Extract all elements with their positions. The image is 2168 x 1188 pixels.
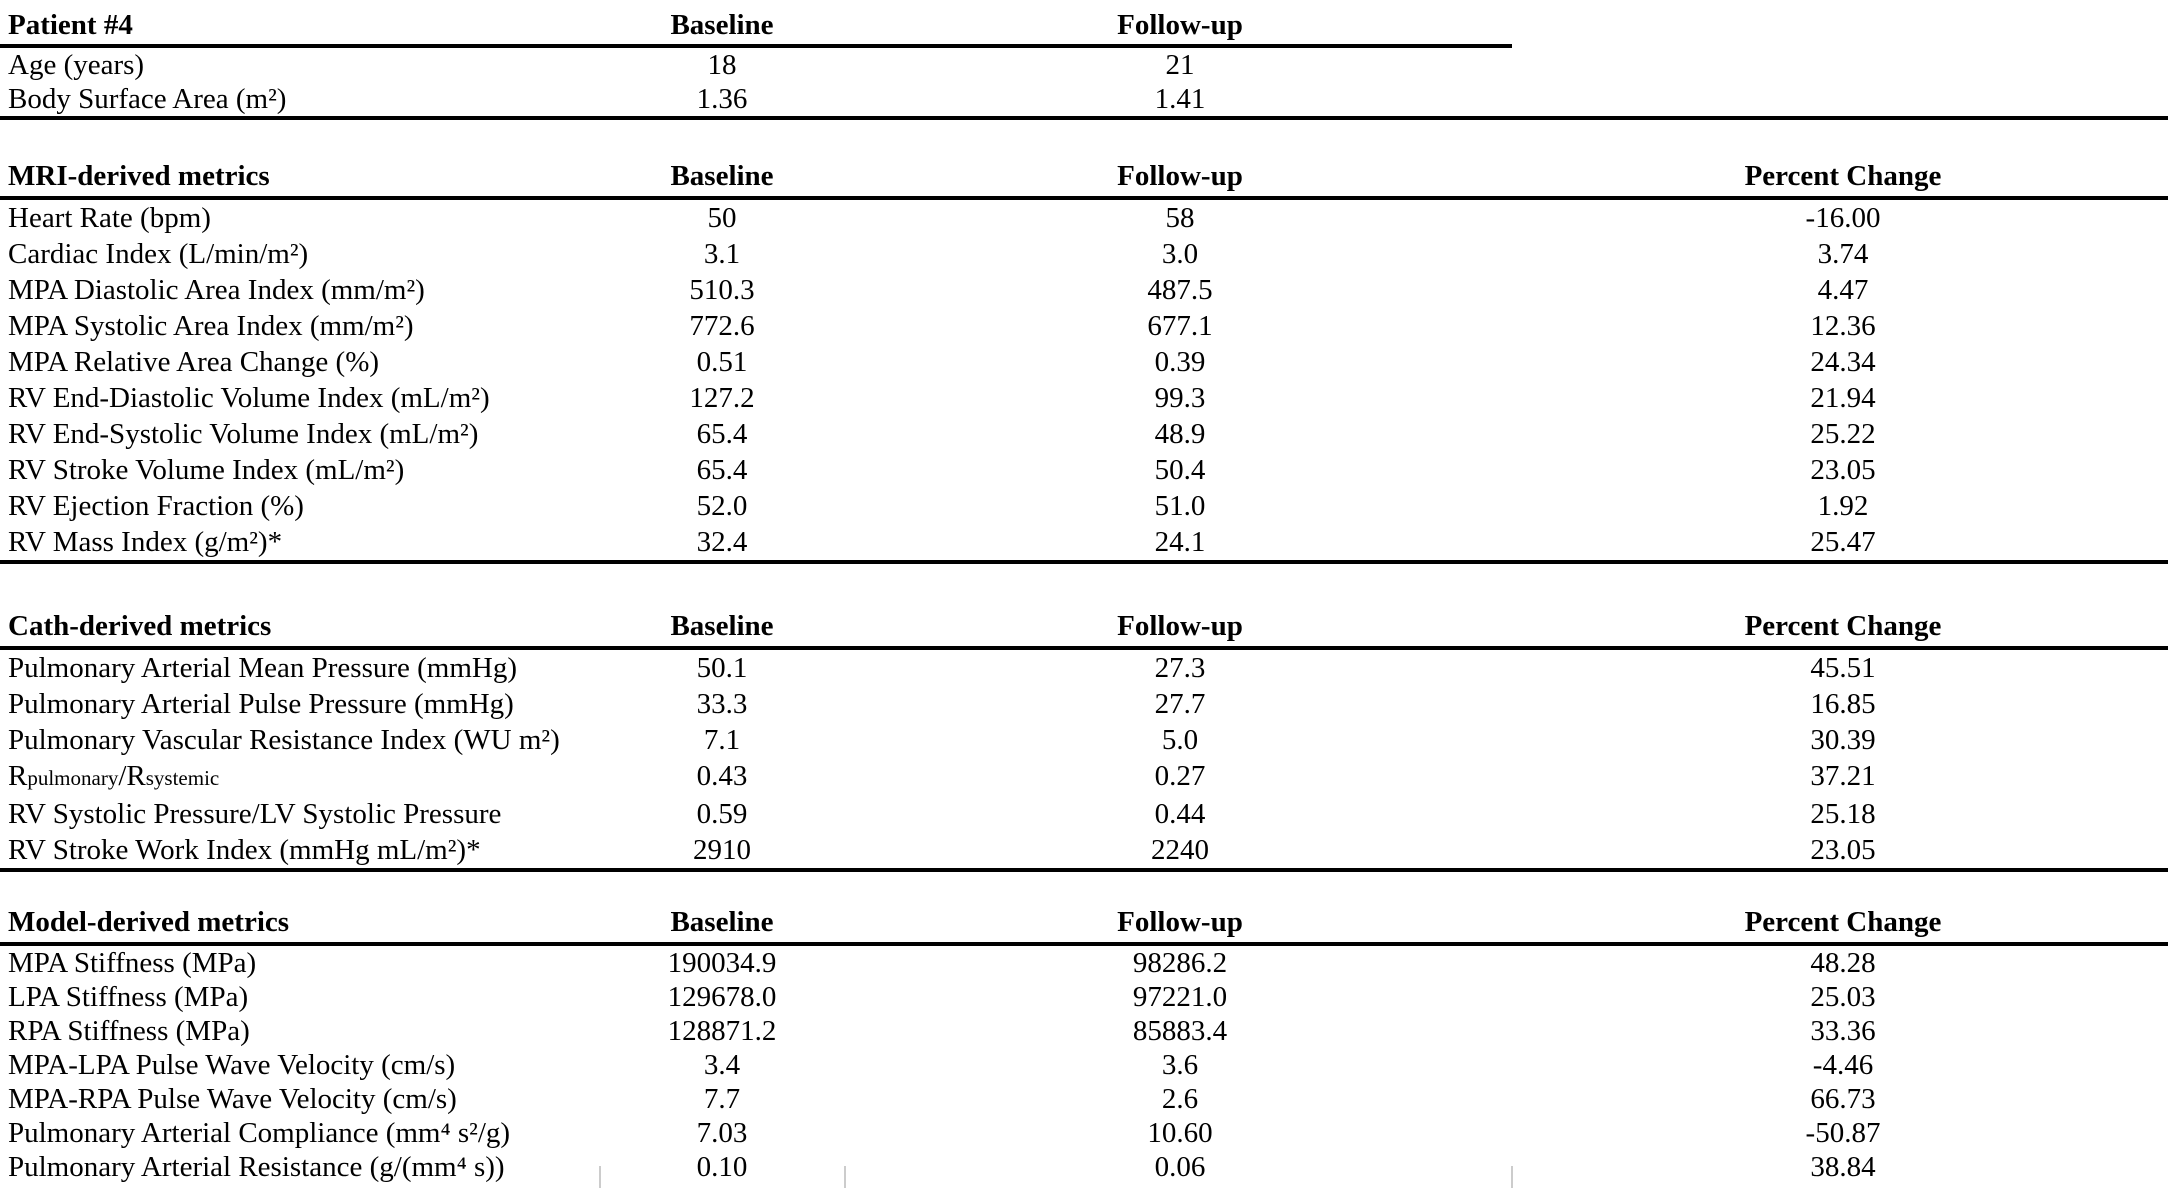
table-row [0,380,2168,416]
percent-change-value: -4.46 [1812,1049,1874,1081]
column-header-percent-change: Percent Change [1744,160,1942,192]
followup-value: 27.7 [1154,688,1206,720]
followup-value: 3.6 [1161,1049,1199,1081]
baseline-value: 65.4 [696,454,748,486]
metric-label: Body Surface Area (m²) [8,83,287,115]
baseline-value: 7.03 [696,1117,748,1149]
metric-label: Pulmonary Vascular Resistance Index (WU m²) [8,724,560,756]
table-header-row [0,6,2168,44]
percent-change-value: 12.36 [1810,310,1876,342]
table-row [0,1014,2168,1048]
followup-value: 50.4 [1154,454,1206,486]
table-bottom-rule [0,868,2168,872]
metric-label: RPA Stiffness (MPa) [8,1015,250,1047]
metric-label: RV Stroke Work Index (mmHg mL/m²)* [8,834,481,866]
table-row [0,344,2168,380]
ratio-separator: / [118,760,127,792]
percent-change-value: 24.34 [1810,346,1876,378]
table-gridline-tick [1511,1166,1513,1188]
table-row [0,1116,2168,1150]
table-row [0,1082,2168,1116]
table-row [0,416,2168,452]
followup-value: 0.27 [1154,760,1206,792]
document-tables [0,6,2168,1184]
metric-label: RV Ejection Fraction (%) [8,490,304,522]
ratio-base: R [126,760,146,792]
table-row [0,48,2168,82]
followup-value: 10.60 [1147,1117,1213,1149]
followup-value: 99.3 [1154,382,1206,414]
table-gridline-tick [599,1166,601,1188]
metric-label: LPA Stiffness (MPa) [8,981,249,1013]
column-header-baseline: Baseline [670,160,774,192]
column-header-baseline: Baseline [670,610,774,642]
metric-label: RV Systolic Pressure/LV Systolic Pressure [8,798,502,830]
baseline-value: 772.6 [689,310,755,342]
column-header-follow-up: Follow-up [1117,610,1243,642]
metric-label: Heart Rate (bpm) [8,202,211,234]
table-row [0,524,2168,560]
percent-change-value: 25.03 [1810,981,1876,1013]
table-row [0,82,2168,116]
percent-change-value: 33.36 [1810,1015,1876,1047]
table-bottom-rule [0,560,2168,564]
baseline-value: 32.4 [696,526,748,558]
percent-change-value: 38.84 [1810,1151,1876,1183]
table-row [0,1048,2168,1082]
table-section-mri [0,156,2168,564]
followup-value: 2240 [1151,834,1209,866]
baseline-value: 3.4 [703,1049,741,1081]
table-row [0,200,2168,236]
metric-label: Pulmonary Arterial Pulse Pressure (mmHg) [8,688,514,720]
followup-value: 487.5 [1147,274,1213,306]
section-title: Patient #4 [8,9,133,41]
metric-label: Pulmonary Arterial Compliance (mm⁴ s²/g) [8,1117,511,1149]
percent-change-value: 48.28 [1810,947,1876,979]
percent-change-value: 1.92 [1817,490,1869,522]
baseline-value: 7.1 [703,724,741,756]
baseline-value: 190034.9 [667,947,777,979]
percent-change-value: 25.47 [1810,526,1876,558]
section-title: Cath-derived metrics [8,610,272,642]
followup-value: 677.1 [1147,310,1213,342]
table-row [0,758,2168,796]
followup-value: 0.44 [1154,798,1206,830]
followup-value: 21 [1165,49,1195,81]
column-header-percent-change: Percent Change [1744,610,1942,642]
metric-label: Age (years) [8,49,145,81]
followup-value: 58 [1165,202,1195,234]
metric-label: MPA Stiffness (MPa) [8,947,257,979]
baseline-value: 0.43 [696,760,748,792]
percent-change-value: 23.05 [1810,834,1876,866]
metric-label: RV End-Diastolic Volume Index (mL/m²) [8,382,490,414]
baseline-value: 127.2 [689,382,755,414]
metric-label: Pulmonary Arterial Resistance (g/(mm⁴ s)) [8,1151,505,1183]
metric-label: MPA-RPA Pulse Wave Velocity (cm/s) [8,1083,457,1115]
baseline-value: 18 [707,49,737,81]
section-title: Model-derived metrics [8,906,290,938]
metric-label: MPA-LPA Pulse Wave Velocity (cm/s) [8,1049,456,1081]
followup-value: 24.1 [1154,526,1206,558]
metric-label: MPA Diastolic Area Index (mm/m²) [8,274,425,306]
metric-label [0,758,560,796]
table-header-row [0,156,2168,196]
table-row [0,236,2168,272]
table-row [0,1150,2168,1184]
followup-value: 0.06 [1154,1151,1206,1183]
followup-value: 2.6 [1161,1083,1199,1115]
table-gridline-tick [844,1166,846,1188]
baseline-value: 50.1 [696,652,748,684]
table-section-cath [0,606,2168,872]
percent-change-value: 25.22 [1810,418,1876,450]
baseline-value: 1.36 [696,83,748,115]
percent-change-value: 25.18 [1810,798,1876,830]
percent-change-value: 23.05 [1810,454,1876,486]
metric-label: Cardiac Index (L/min/m²) [8,238,309,270]
table-row [0,722,2168,758]
metric-label: RV Stroke Volume Index (mL/m²) [8,454,405,486]
percent-change-value: 30.39 [1810,724,1876,756]
table-row [0,272,2168,308]
followup-value: 51.0 [1154,490,1206,522]
ratio-subscript: systemic [145,766,220,790]
section-title: MRI-derived metrics [8,160,270,192]
table-row [0,650,2168,686]
percent-change-value: 66.73 [1810,1083,1876,1115]
table-bottom-rule [0,116,2168,120]
baseline-value: 0.51 [696,346,748,378]
table-section-model [0,902,2168,1184]
table-row [0,452,2168,488]
baseline-value: 7.7 [703,1083,741,1115]
metric-label: RV Mass Index (g/m²)* [8,526,283,558]
baseline-value: 50 [707,202,737,234]
metric-label: MPA Relative Area Change (%) [8,346,380,378]
table-row [0,946,2168,980]
followup-value: 3.0 [1161,238,1199,270]
percent-change-value: 21.94 [1810,382,1876,414]
table-row [0,796,2168,832]
followup-value: 0.39 [1154,346,1206,378]
followup-value: 48.9 [1154,418,1206,450]
baseline-value: 128871.2 [667,1015,777,1047]
table-row [0,832,2168,868]
followup-value: 1.41 [1154,83,1206,115]
baseline-value: 510.3 [689,274,755,306]
column-header-follow-up: Follow-up [1117,906,1243,938]
baseline-value: 33.3 [696,688,748,720]
table-row [0,488,2168,524]
percent-change-value: -16.00 [1805,202,1881,234]
followup-value: 97221.0 [1132,981,1228,1013]
metric-label: RV End-Systolic Volume Index (mL/m²) [8,418,479,450]
percent-change-value: 3.74 [1817,238,1869,270]
followup-value: 98286.2 [1132,947,1228,979]
baseline-value: 0.59 [696,798,748,830]
baseline-value: 129678.0 [667,981,777,1013]
table-section-patient [0,6,2168,120]
column-header-follow-up: Follow-up [1117,160,1243,192]
baseline-value: 52.0 [696,490,748,522]
percent-change-value: 16.85 [1810,688,1876,720]
followup-value: 27.3 [1154,652,1206,684]
column-header-follow-up: Follow-up [1117,9,1243,41]
baseline-value: 0.10 [696,1151,748,1183]
ratio-base: R [8,760,28,792]
baseline-value: 3.1 [703,238,741,270]
table-row [0,980,2168,1014]
table-header-row [0,902,2168,942]
table-row [0,308,2168,344]
metric-label: Pulmonary Arterial Mean Pressure (mmHg) [8,652,518,684]
column-header-percent-change: Percent Change [1744,906,1942,938]
percent-change-value: 45.51 [1810,652,1876,684]
table-row [0,686,2168,722]
followup-value: 85883.4 [1132,1015,1228,1047]
metric-label: MPA Systolic Area Index (mm/m²) [8,310,414,342]
followup-value: 5.0 [1161,724,1199,756]
table-header-row [0,606,2168,646]
percent-change-value: 4.47 [1817,274,1869,306]
percent-change-value: -50.87 [1805,1117,1881,1149]
ratio-subscript: pulmonary [27,766,119,790]
column-header-baseline: Baseline [670,9,774,41]
percent-change-value: 37.21 [1810,760,1876,792]
column-header-baseline: Baseline [670,906,774,938]
baseline-value: 65.4 [696,418,748,450]
baseline-value: 2910 [693,834,751,866]
